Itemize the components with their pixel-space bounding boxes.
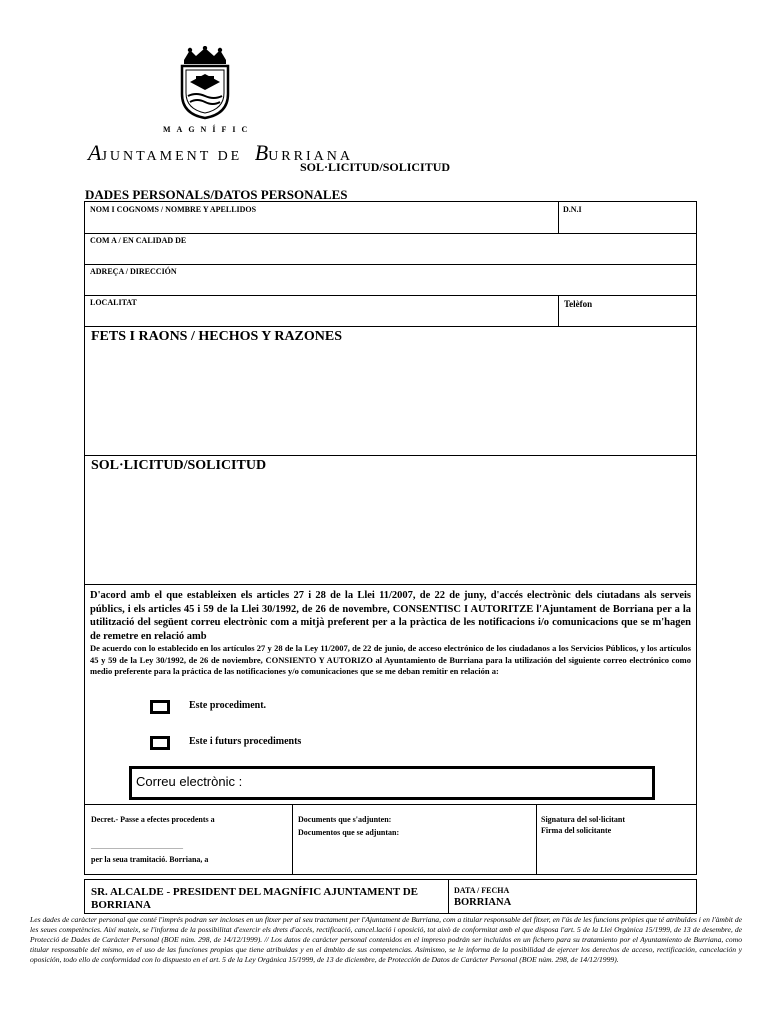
decree-end: per la seua tramitació. Borriana, a <box>91 855 209 864</box>
dni-label: D.N.I <box>563 205 582 214</box>
personal-data-title: DADES PERSONALS/DATOS PERSONALES <box>85 187 348 202</box>
facts-title: FETS I RAONS / HECHOS Y RAZONES <box>91 329 343 344</box>
signature-es: Firma del solicitante <box>541 826 612 835</box>
privacy-footer: Les dades de caràcter personal que conté l'imprés podran ser incloses en un fitxer per al seu tractament per l'Ajuntament de Burriana, com a titular responsable del fitxer, en l'ús de les funcions pròpies que té atribuïdes i en l'àmbit de les seues competències. Així mateix, se l'informa de la possibilitat d'exercir els drets d'accés, rectificació, cancel.lació i oposició, tot això de conformitat amb el que disposa l'art. 5 de la Llei Orgànica 15/1999, de 13 de desembre, de Protecció de Dades de Caràcter Personal (BOE núm. 298, de 14/12/1999). // Los datos de carácter personal contenidos en el impreso podrán ser incluidos en un fichero para su tratamiento por el Ayuntamiento de Burriana, como titular responsable del mismo, en el uso de las funciones propias que tiene atribuidas y en el ámbito de sus competencias. Asimismo, se le informa de la posibilidad de ejercer los derechos de acceso, rectificación, cancelación y oposición, todo ello de conformidad con lo dispuesto en el art. 5 de la Ley Orgánica 15/1999, de 13 de diciembre, de Protección de Datos de Carácter Personal (BOE núm. 298, de 14/12/1999). <box>30 915 742 964</box>
locality-label: LOCALITAT <box>90 298 137 307</box>
name-label: NOM I COGNOMS / NOMBRE Y APELLIDOS <box>90 205 257 214</box>
locality-field[interactable] <box>89 309 555 325</box>
documents-es: Documentos que se adjuntan: <box>298 828 400 837</box>
ajuntament-initial: A <box>88 140 102 165</box>
checkbox-future-procedures[interactable] <box>150 736 170 750</box>
municipal-crest-icon <box>176 46 234 120</box>
option-future-procedures-label: Este i futurs procediments <box>189 736 302 747</box>
checkbox-this-procedure[interactable] <box>150 700 170 714</box>
request-title: SOL·LICITUD/SOLICITUD <box>91 458 267 473</box>
signature-field[interactable] <box>540 837 692 871</box>
documents-field[interactable] <box>297 839 531 871</box>
address-label: ADREÇA / DIRECCIÓN <box>90 267 177 276</box>
date-value: BORRIANA <box>454 897 512 908</box>
phone-field[interactable] <box>562 311 692 325</box>
addressee-table <box>84 879 697 914</box>
email-label: Correu electrònic : <box>136 774 243 789</box>
name-field[interactable] <box>89 216 555 232</box>
ajuntament-text: JUNTAMENT DE <box>101 149 243 164</box>
burriana-text: URRIANA <box>268 149 353 164</box>
dni-field[interactable] <box>562 216 692 232</box>
signature-ca: Signatura del sol·licitant <box>541 815 626 824</box>
documents-ca: Documents que s'adjunten: <box>298 815 392 824</box>
personal-data-table <box>84 201 697 327</box>
request-box[interactable] <box>84 455 697 585</box>
burriana-initial: B <box>254 140 269 165</box>
capacity-label: COM A / EN CALIDAD DE <box>90 236 187 245</box>
email-input[interactable] <box>129 766 655 800</box>
consent-text-ca: D'acord amb el que estableixen els articles 27 i 28 de la Llei 11/2007, de 22 de juny, d'accés electrònic dels ciutadans als serveis públics, i els articles 45 i 59 de la Llei 30/1992, de 26 de novembre, CONSENTISC I AUTORITZE l'Ajuntament de Borriana per a la utilització del següent correu electrònic com a mitjà preferent per a la pràctica de les notificacions i/o comunicacions que se m'hagen de remetre en relació amb <box>90 590 691 642</box>
decree-label: Decret.- Passe a efectes procedents a <box>91 815 215 824</box>
consent-box <box>84 584 697 805</box>
option-this-procedure-label: Este procediment. <box>189 700 267 711</box>
magnific-label: MAGNÍFIC <box>163 125 254 134</box>
mayor-addressee: SR. ALCALDE - PRESIDENT DEL MAGNÍFIC AJUNTAMENT DE BORRIANA <box>91 886 418 911</box>
phone-label: Telèfon <box>564 299 593 309</box>
facts-box[interactable] <box>84 326 697 456</box>
date-label: DATA / FECHA <box>454 886 510 895</box>
capacity-field[interactable] <box>89 247 691 263</box>
consent-text-es: De acuerdo con lo establecido en los artículos 27 y 28 de la Ley 11/2007, de 22 de junio, de acceso electrónico de los ciudadanos a los Servicios Públicos, y los artículos 45 y 59 de la Ley 30/1992, de 26 de noviembre, CONSIENTO Y AUTORIZO al Ayuntamiento de Burriana para la utilización del siguiente correo electrónico como medio preferente para la práctica de las notificaciones y/o comunicaciones que se me deban remitir en relación a: <box>90 643 691 676</box>
address-field[interactable] <box>89 278 691 294</box>
form-title: SOL·LICITUD/SOLICITUD <box>300 160 451 174</box>
bottom-table <box>84 804 697 875</box>
decree-line: _______________________ <box>91 841 183 850</box>
